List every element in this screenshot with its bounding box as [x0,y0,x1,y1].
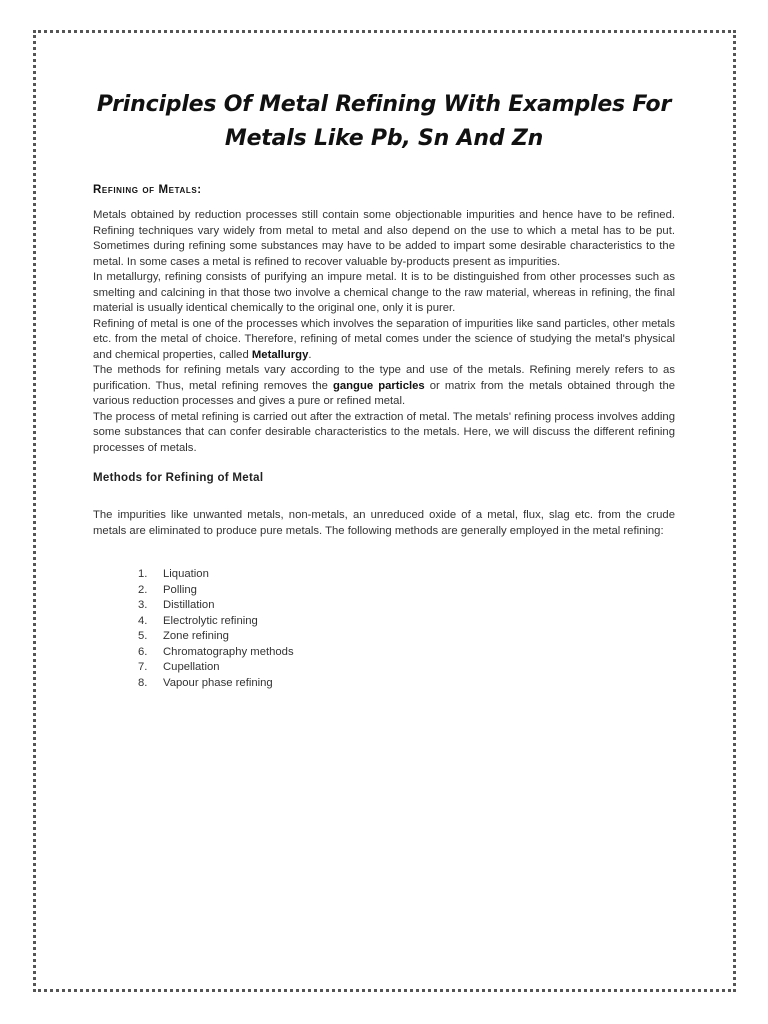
section-heading-methods: Methods for Refining of Metal [93,472,264,484]
paragraph-2: In metallurgy, refining consists of purifying an impure metal. It is to be distinguished from other processes such as smelting and calcining in that those two involve a chemical change to the raw material, whereas in refining, the final material is usually identical chemically to the original one, only it is purer. [93,271,675,314]
list-item: 2. Polling [138,583,197,596]
methods-list [93,567,675,691]
list-item: 7. Cupellation [138,661,220,673]
list-item: 6. Chromatography methods [138,645,294,658]
list-item: 4. Electrolytic refining [138,614,258,627]
paragraph-5: The process of metal refining is carried out after the extraction of metal. The metals' refining process involves adding some substances that can confer desirable characteristics to the metals. Here, we will discuss the different refining processes of metals. [93,410,675,454]
paragraph-3-text: Refining of metal is one of the processes which involves the separation of impurities like sand particles, other metals etc. from the metal of choice. Therefore, refining of metal comes under the science of studying the metal's physical and chemical properties, called [93,317,675,361]
paragraph-3 [93,317,675,364]
term-metallurgy: Metallurgy [251,348,309,361]
list-item: 5. Zone refining [138,630,229,642]
paragraph-4 [93,363,675,410]
document-title: Principles Of Metal Refining With Examples For Metals Like Pb, Sn And Zn [96,92,672,151]
term-gangue-particles: gangue particles [332,379,425,392]
list-item: 8. Vapour phase refining [138,676,273,689]
methods-intro: The impurities like unwanted metals, non-metals, an unreduced oxide of a metal, flux, slag etc. from the crude metals are eliminated to produce pure metals. The following methods are generally employed in the metal refining: [93,509,675,537]
list-item: 3. Distillation [138,599,215,611]
paragraph-3-end: . [308,348,312,361]
paragraph-4-text: The methods for refining metals vary according to the type and use of the metals. Refining merely refers to as purification. Thus, metal refining removes the [93,364,675,392]
list-item: 1. Liquation [138,568,209,580]
paragraph-4-end: or matrix from the metals obtained through the various reduction processes and gives a pure or refined metal. [93,379,676,407]
document-body [93,88,675,691]
section-heading-refining: Refining of Metals: [93,184,202,196]
paragraph-1: Metals obtained by reduction processes still contain some objectionable impurities and hence have to be refined. Refining techniques vary widely from metal to metal and also depend on the use to which a metal has to be put. Sometimes during refining some substances may have to be added to impart some desirable characteristics to the metal. In some cases a metal is refined to recover valuable by-products present as impurities. [93,209,675,268]
